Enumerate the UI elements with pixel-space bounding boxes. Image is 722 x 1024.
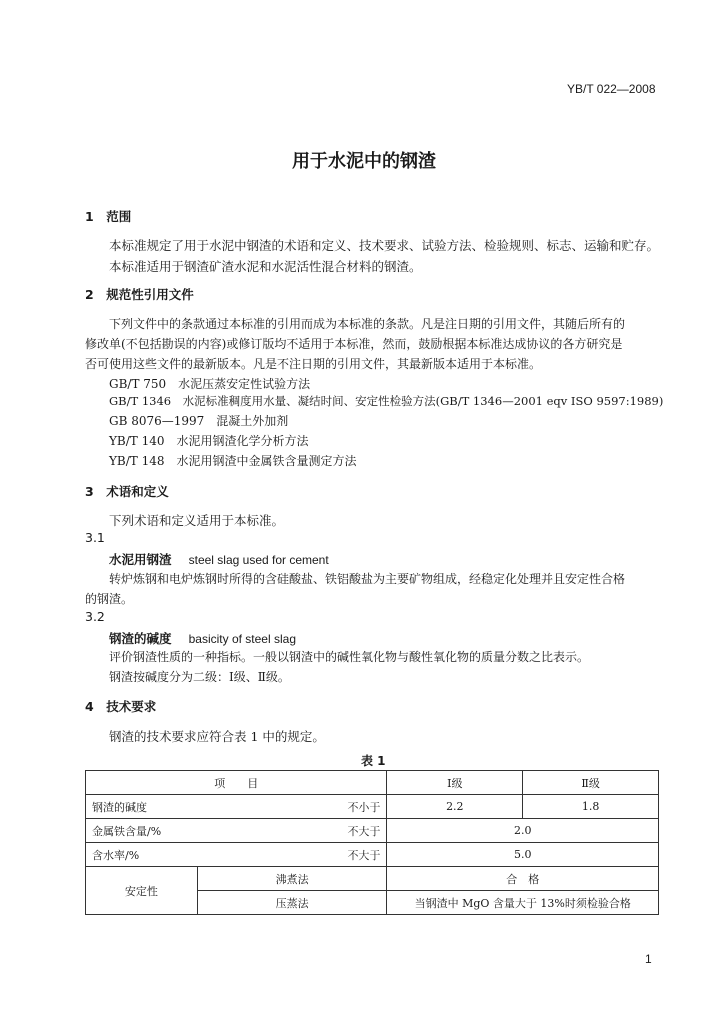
- table-row-label: 安定性: [86, 867, 198, 915]
- table-header-grade-1: Ⅰ级: [387, 771, 523, 795]
- technical-requirements-table: [85, 770, 659, 915]
- table-cell-value: 合 格: [387, 867, 659, 891]
- table-row-label: 金属铁含量/%: [92, 824, 162, 838]
- table-cell-value: 2.0: [387, 819, 659, 843]
- section-1-para-1: 本标准规定了用于水泥中钢渣的术语和定义、技术要求、试验方法、检验规则、标志、运输和贮存。: [109, 238, 660, 253]
- section-4-para: 钢渣的技术要求应符合表 1 中的规定。: [109, 729, 325, 744]
- term-3-1-en: steel slag used for cement: [188, 553, 329, 567]
- table-row-label-cell: [86, 843, 387, 867]
- table-cell-method: 压蒸法: [197, 891, 387, 915]
- term-3-2-en: basicity of steel slag: [188, 632, 296, 646]
- term-3-2-title: [109, 628, 296, 647]
- section-2-intro-line-2: 修改单(不包括勘误的内容)或修订版均不适用于本标准，然而，鼓励根据本标准达成协议的各方研究是: [85, 337, 623, 351]
- document-title: 用于水泥中的钢渣: [292, 151, 436, 172]
- section-1-heading: 1 范围: [85, 209, 132, 224]
- section-2-intro-line-3: 否可使用这些文件的最新版本。凡是不注日期的引用文件，其最新版本适用于本标准。: [85, 357, 542, 371]
- table-cell-value: 当钢渣中 MgO 含量大于 13%时须检验合格: [387, 891, 659, 915]
- table-cell-grade-2: 1.8: [523, 795, 659, 819]
- table-row-label: 含水率/%: [92, 848, 140, 862]
- term-3-2-note: 钢渣按碱度分为二级：Ⅰ级、Ⅱ级。: [109, 670, 290, 684]
- table-row: [86, 867, 659, 891]
- page-number: 1: [645, 952, 652, 966]
- table-row-condition: 不小于: [347, 800, 381, 814]
- term-3-1-definition-line-1: 转炉炼钢和电炉炼钢时所得的含硅酸盐、铁铝酸盐为主要矿物组成，经稳定化处理并且安定性合格: [109, 572, 626, 586]
- table-row-condition: 不大于: [347, 824, 381, 838]
- table-cell-grade-1: 2.2: [387, 795, 523, 819]
- table-row: [86, 819, 659, 843]
- section-1-para-2: 本标准适用于钢渣矿渣水泥和水泥活性混合材料的钢渣。: [109, 259, 422, 274]
- reference-item: YB/T 148 水泥用钢渣中金属铁含量测定方法: [109, 454, 357, 468]
- table-header-item: 项 目: [86, 771, 387, 795]
- section-3-intro: 下列术语和定义适用于本标准。: [109, 513, 285, 528]
- table-row-label-cell: [86, 795, 387, 819]
- reference-item: YB/T 140 水泥用钢渣化学分析方法: [109, 434, 309, 448]
- table-1-caption: 表 1: [361, 754, 386, 768]
- table-row: [86, 795, 659, 819]
- term-3-2-cn: 钢渣的碱度: [109, 631, 172, 646]
- table-row: [86, 843, 659, 867]
- reference-item: GB 8076—1997 混凝土外加剂: [109, 414, 289, 428]
- reference-item: GB/T 1346 水泥标准稠度用水量、凝结时间、安定性检验方法(GB/T 1346—2001 eqv ISO 9597:1989): [109, 394, 664, 408]
- table-cell-method: 沸煮法: [197, 867, 387, 891]
- term-3-1-number: 3.1: [85, 530, 105, 545]
- section-4-heading: 4 技术要求: [85, 699, 157, 714]
- section-2-intro-line-1: 下列文件中的条款通过本标准的引用而成为本标准的条款。凡是注日期的引用文件，其随后所有的: [109, 317, 626, 331]
- table-row-condition: 不大于: [347, 848, 381, 862]
- term-3-2-number: 3.2: [85, 609, 105, 624]
- term-3-1-cn: 水泥用钢渣: [109, 552, 172, 567]
- reference-item: GB/T 750 水泥压蒸安定性试验方法: [109, 377, 311, 391]
- term-3-2-definition: 评价钢渣性质的一种指标。一般以钢渣中的碱性氧化物与酸性氧化物的质量分数之比表示。: [109, 650, 590, 664]
- table-row-label: 钢渣的碱度: [92, 800, 147, 814]
- table-cell-value: 5.0: [387, 843, 659, 867]
- term-3-1-definition-line-2: 的钢渣。: [85, 592, 134, 606]
- section-3-heading: 3 术语和定义: [85, 484, 169, 499]
- standard-number: YB/T 022—2008: [567, 82, 656, 96]
- table-row-label-cell: [86, 819, 387, 843]
- term-3-1-title: [109, 549, 329, 568]
- table-header-grade-2: Ⅱ级: [523, 771, 659, 795]
- section-2-heading: 2 规范性引用文件: [85, 287, 194, 302]
- table-header-row: [86, 771, 659, 795]
